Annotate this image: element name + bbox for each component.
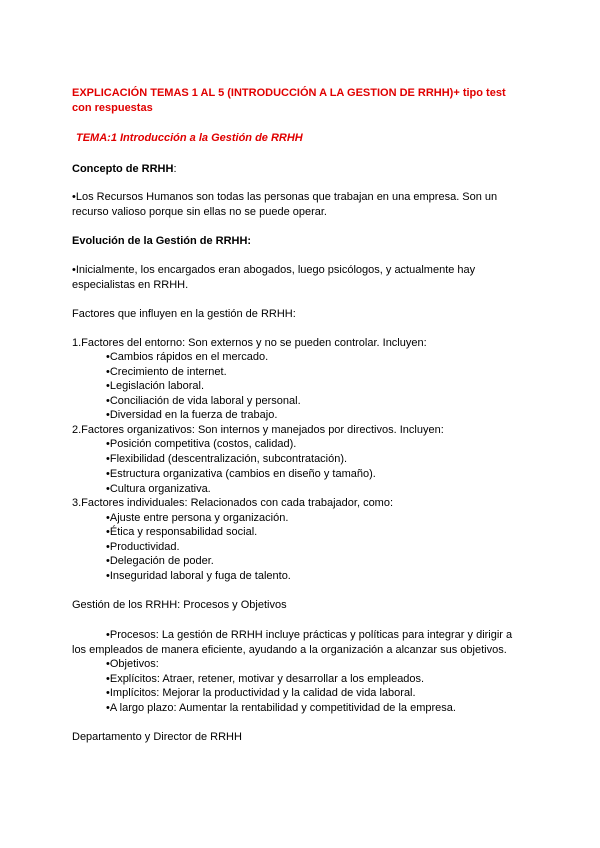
list-item: •A largo plazo: Aumentar la rentabilidad y competitividad de la empresa. [106, 702, 456, 714]
factores-individuales: 3.Factores individuales: Relacionados con cada trabajador, como: [72, 497, 394, 509]
list-item: •Delegación de poder. [106, 555, 214, 567]
evolucion-text-1: •Inicialmente, los encargados eran abogados, luego psicólogos, y actualmente hay [72, 264, 476, 276]
list-item: •Estructura organizativa (cambios en diseño y tamaño). [106, 468, 376, 480]
list-item: •Productividad. [106, 541, 180, 553]
list-item: •Conciliación de vida laboral y personal. [106, 395, 301, 407]
concepto-heading-line [72, 162, 177, 176]
list-item: •Cambios rápidos en el mercado. [106, 351, 269, 363]
list-item: •Ajuste entre persona y organización. [106, 512, 289, 524]
list-item: •Inseguridad laboral y fuga de talento. [106, 570, 291, 582]
factores-organizativos: 2.Factores organizativos: Son internos y manejados por directivos. Incluyen: [72, 424, 444, 436]
factores-entorno: 1.Factores del entorno: Son externos y no se pueden controlar. Incluyen: [72, 337, 427, 349]
concepto-text-2: recurso valioso porque sin ellas no se puede operar. [72, 206, 327, 218]
list-item: •Implícitos: Mejorar la productividad y la calidad de vida laboral. [106, 687, 416, 699]
list-item: •Objetivos: [106, 658, 159, 670]
evolucion-heading: Evolución de la Gestión de RRHH: [72, 235, 252, 247]
factores-intro: Factores que influyen en la gestión de RRHH: [72, 308, 296, 320]
list-item: •Ética y responsabilidad social. [106, 526, 258, 538]
list-item: •Flexibilidad (descentralización, subcontratación). [106, 453, 348, 465]
departamento-heading: Departamento y Director de RRHH [72, 731, 242, 743]
document-title-line-1: EXPLICACIÓN TEMAS 1 AL 5 (INTRODUCCIÓN A LA GESTION DE RRHH)+ tipo test [72, 87, 506, 99]
concepto-text-1: •Los Recursos Humanos son todas las personas que trabajan en una empresa. Son un [72, 191, 498, 203]
tema-heading: TEMA:1 Introducción a la Gestión de RRHH [76, 132, 303, 144]
document-title-line-2: con respuestas [72, 102, 153, 114]
gestion-procesos-line-2: los empleados de manera eficiente, ayudando a la organización a alcanzar sus objetivos. [72, 644, 507, 656]
list-item: •Cultura organizativa. [106, 483, 211, 495]
gestion-procesos-line-1: •Procesos: La gestión de RRHH incluye prácticas y políticas para integrar y dirigir a [106, 629, 513, 641]
list-item: •Explícitos: Atraer, retener, motivar y desarrollar a los empleados. [106, 673, 425, 685]
list-item: •Posición competitiva (costos, calidad). [106, 438, 297, 450]
list-item: •Legislación laboral. [106, 380, 205, 392]
evolucion-text-2: especialistas en RRHH. [72, 279, 189, 291]
list-item: •Crecimiento de internet. [106, 366, 227, 378]
gestion-heading: Gestión de los RRHH: Procesos y Objetivos [72, 599, 287, 611]
concepto-colon: : [173, 163, 177, 175]
concepto-heading: Concepto de RRHH [72, 163, 174, 175]
list-item: •Diversidad en la fuerza de trabajo. [106, 409, 278, 421]
